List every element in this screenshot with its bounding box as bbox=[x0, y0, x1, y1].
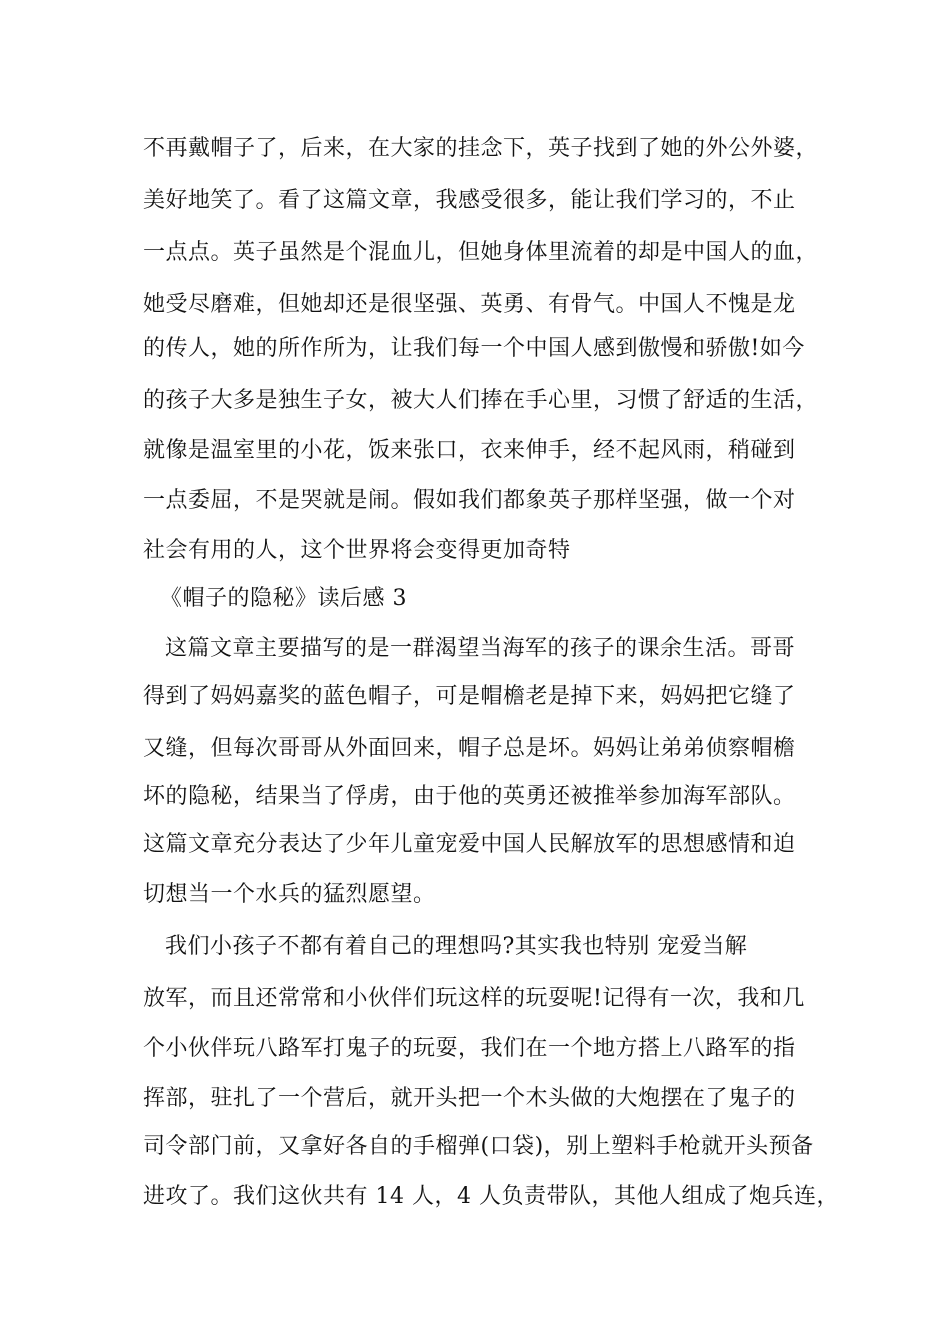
paragraph-1-line-3: 一点点。英子虽然是个混血儿，但她身体里流着的却是中国人的血， bbox=[143, 240, 819, 265]
paragraph-1-line-4: 她受尽磨难，但她却还是很坚强、英勇、有骨气。中国人不愧是龙 bbox=[143, 292, 796, 317]
section-heading: 《帽子的隐秘》读后感 3 bbox=[160, 586, 407, 611]
paragraph-2-line-1: 这篇文章主要描写的是一群渴望当海军的孩子的课余生活。哥哥 bbox=[165, 636, 796, 661]
paragraph-1-line-2: 美好地笑了。看了这篇文章，我感受很多，能让我们学习的，不止 bbox=[143, 188, 796, 213]
paragraph-1-line-5: 的传人，她的所作所为，让我们每一个中国人感到傲慢和骄傲!如今 bbox=[143, 336, 805, 361]
paragraph-2-line-4: 坏的隐秘，结果当了俘虏，由于他的英勇还被推举参加海军部队。 bbox=[143, 784, 796, 809]
paragraph-2-line-5: 这篇文章充分表达了少年儿童宠爱中国人民解放军的思想感情和迫 bbox=[143, 832, 796, 857]
paragraph-3-line-6: 进攻了。我们这伙共有 14 人，4 人负责带队，其他人组成了炮兵连， bbox=[143, 1184, 839, 1209]
paragraph-3-line-4: 挥部，驻扎了一个营后，就开头把一个木头做的大炮摆在了鬼子的 bbox=[143, 1086, 796, 1111]
paragraph-1-line-9: 社会有用的人，这个世界将会变得更加奇特 bbox=[143, 538, 571, 563]
paragraph-3-line-3: 个小伙伴玩八路军打鬼子的玩耍，我们在一个地方搭上八路军的指 bbox=[143, 1036, 796, 1061]
paragraph-1-line-7: 就像是温室里的小花，饭来张口，衣来伸手，经不起风雨，稍碰到 bbox=[143, 438, 796, 463]
paragraph-3-line-2: 放军，而且还常常和小伙伴们玩这样的玩耍呢!记得有一次，我和几 bbox=[143, 986, 805, 1011]
paragraph-1-line-1: 不再戴帽子了，后来，在大家的挂念下，英子找到了她的外公外婆， bbox=[143, 136, 819, 161]
paragraph-1-line-8: 一点委屈，不是哭就是闹。假如我们都象英子那样坚强，做一个对 bbox=[143, 488, 796, 513]
paragraph-3-line-5: 司令部门前，又拿好各自的手榴弹(口袋)，别上塑料手枪就开头预备 bbox=[143, 1134, 814, 1159]
paragraph-2-line-3: 又缝，但每次哥哥从外面回来，帽子总是坏。妈妈让弟弟侦察帽檐 bbox=[143, 736, 796, 761]
paragraph-2-line-2: 得到了妈妈嘉奖的蓝色帽子，可是帽檐老是掉下来，妈妈把它缝了 bbox=[143, 684, 796, 709]
paragraph-1-line-6: 的孩子大多是独生子女，被大人们捧在手心里，习惯了舒适的生活， bbox=[143, 388, 819, 413]
paragraph-2-line-6: 切想当一个水兵的猛烈愿望。 bbox=[143, 882, 436, 907]
paragraph-3-line-1: 我们小孩子不都有着自己的理想吗?其实我也特别 宠爱当解 bbox=[165, 934, 748, 959]
